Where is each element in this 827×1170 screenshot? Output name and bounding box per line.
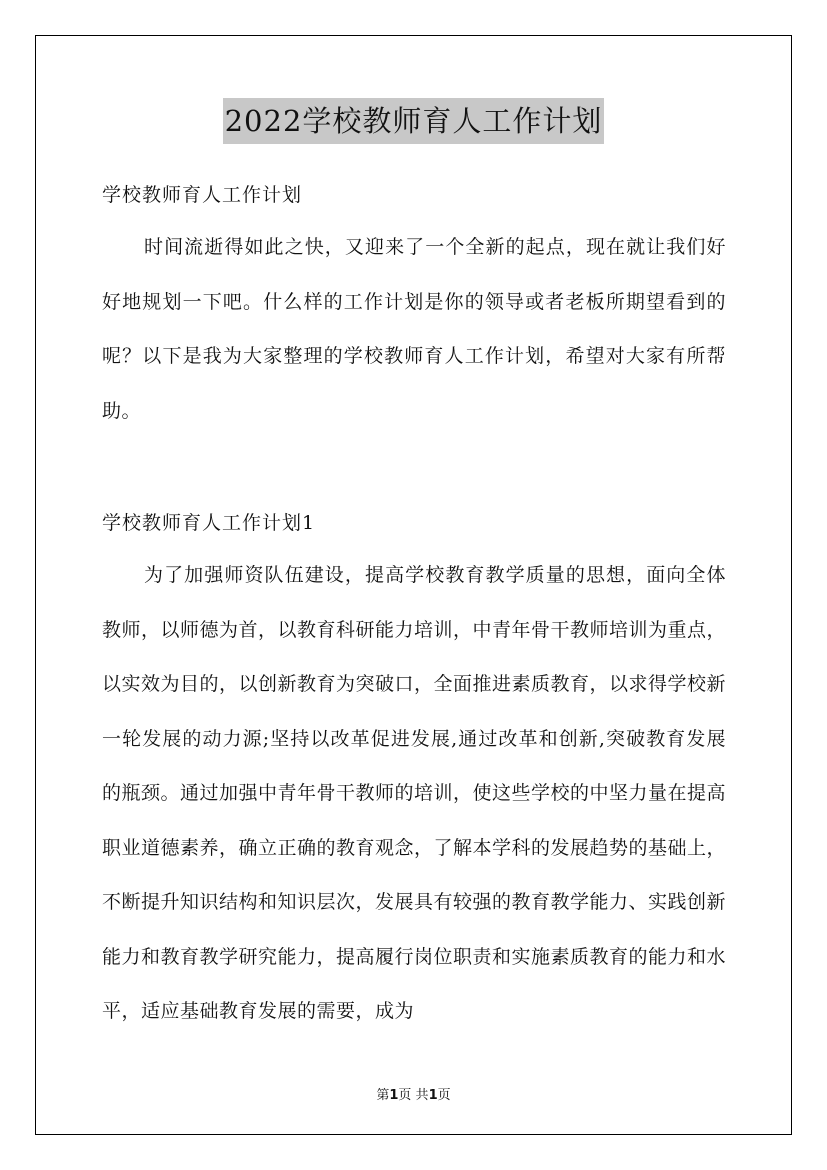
section-heading-plan1: 学校教师育人工作计划1: [102, 512, 316, 534]
page-footer: [0, 1084, 827, 1103]
footer-suffix: 页: [437, 1088, 451, 1103]
plan1-paragraph: 为了加强师资队伍建设，提高学校教育教学质量的思想，面向全体教师，以师德为首，以教育科研能力培训，中青年骨干教师培训为重点，以实效为目的，以创新教育为突破口，全面推进素质教育，以求得学校新一轮发展的动力源;坚持以改革促进发展,通过改革和创新,突破教育发展的瓶颈。通过加强中青年骨干教师的培训，使这些学校的中坚力量在提高职业道德素养，确立正确的教育观念，了解本学科的发展趋势的基础上，不断提升知识结构和知识层次，发展具有较强的教育教学能力、实践创新能力和教育教学研究能力，提高履行岗位职责和实施素质教育的能力和水平，适应基础教育发展的需要，成为: [102, 564, 727, 1022]
section-heading-intro: 学校教师育人工作计划: [102, 184, 303, 206]
intro-paragraph: 时间流逝得如此之快，又迎来了一个全新的起点，现在就让我们好好地规划一下吧。什么样的工作计划是你的领导或者老板所期望看到的呢？以下是我为大家整理的学校教师育人工作计划，希望对大家有所帮助。: [102, 236, 726, 422]
footer-total-pages: 1: [428, 1088, 438, 1103]
footer-mid: 页 共: [398, 1088, 429, 1103]
footer-prefix: 第: [376, 1088, 390, 1103]
title-container: [0, 98, 827, 144]
footer-current-page: 1: [389, 1088, 399, 1103]
document-title: 2022学校教师育人工作计划: [223, 98, 605, 144]
